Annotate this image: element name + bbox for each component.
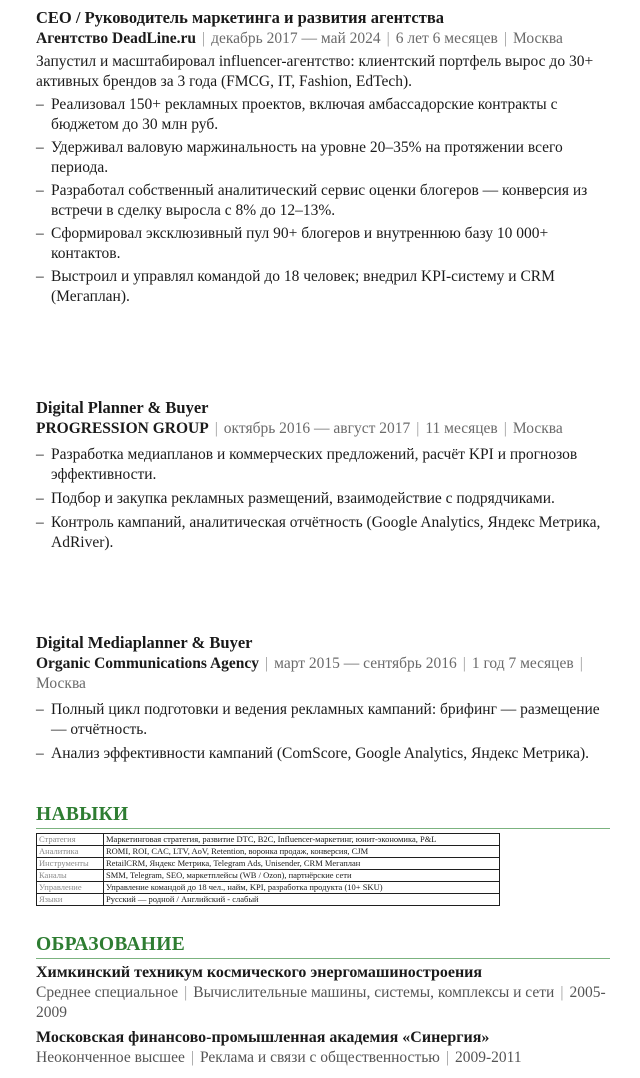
education-years: 2009-2011 [454,1049,522,1066]
table-row [37,894,500,906]
list-item: – Анализ эффективности кампаний (ComScore, Google Analytics, Яндекс Метрика). [36,744,610,764]
separator: | [265,655,269,672]
education-section [36,933,610,1068]
section-title: НАВЫКИ [36,803,610,829]
skill-category: Инструменты [37,858,104,870]
skill-category: Языки [37,894,104,906]
education-years: 2005-2009 [36,984,606,1021]
separator: | [503,30,507,47]
job-meta [36,419,610,439]
separator: | [214,420,218,437]
skills-section [36,803,610,906]
job-period: октябрь 2016 — август 2017 [223,420,411,437]
list-item: – Удерживал валовую маржинальность на уровне 20–35% на протяжении всего периода. [36,138,610,178]
skill-category: Аналитика [37,846,104,858]
job-bullets [36,700,610,764]
job-meta [36,29,610,49]
job-company: PROGRESSION GROUP [36,420,209,437]
separator: | [462,655,466,672]
job-company: Агентство DeadLine.ru [36,30,196,47]
skills-table [36,833,500,906]
table-row [37,870,500,882]
job-period: декабрь 2017 — май 2024 [211,30,381,47]
job-bullets [36,95,610,307]
education-level: Среднее специальное [36,984,179,1001]
separator: | [190,1049,194,1066]
skill-category: Стратегия [37,834,104,846]
education-school: Московская финансово-промышленная академия «Синергия» [36,1029,490,1046]
skill-category: Управление [37,882,104,894]
separator: | [560,984,564,1001]
job-entry [36,7,610,307]
job-summary: Запустил и масштабировал influencer-агентство: клиентский портфель вырос до 30+ активных брендов за 3 года (FMCG, IT, Fashion, EdTech). [36,53,594,90]
list-item: – Разработка медиапланов и коммерческих предложений, расчёт KPI и прогнозов эффективности. [36,445,610,485]
skill-value: RetailCRM, Яндекс Метрика, Telegram Ads, Unisender, CRM Мегаплан [104,858,500,870]
skill-value: Русский — родной / Английский - слабый [104,894,500,906]
table-row [37,858,500,870]
table-row [37,882,500,894]
section-title: ОБРАЗОВАНИЕ [36,933,610,959]
job-title: Digital Planner & Buyer [36,398,209,417]
education-field: Реклама и связи с общественностью [200,1049,440,1066]
job-bullets [36,445,610,553]
job-location: Москва [512,30,563,47]
education-entry [36,962,610,1023]
skill-value: Маркетинговая стратегия, развитие DTC, B2C, Influencer-маркетинг, юнит-экономика, P&L [104,834,500,846]
job-entry [36,397,610,553]
list-item: – Выстроил и управлял командой до 18 человек; внедрил KPI-систему и CRM (Мегаплан). [36,267,610,307]
separator: | [202,30,206,47]
job-title: CEO / Руководитель маркетинга и развития агентства [36,8,444,27]
job-company: Organic Communications Agency [36,655,260,672]
education-meta [36,1048,610,1068]
skill-value: ROMI, ROI, CAC, LTV, AoV, Retention, воронка продаж, конверсия, CJM [104,846,500,858]
list-item: – Сформировал эксклюзивный пул 90+ блогеров и внутреннюю базу 10 000+ контактов. [36,224,610,264]
skill-value: SMM, Telegram, SEO, маркетплейсы (WB / Ozon), партнёрские сети [104,870,500,882]
job-entry [36,632,610,764]
job-duration: 1 год 7 месяцев [471,655,574,672]
job-location: Москва [36,675,86,692]
education-entry [36,1027,610,1068]
separator: | [579,655,583,672]
list-item: – Разработал собственный аналитический сервис оценки блогеров — конверсия из встречи в сделку выросла с 8% до 12–13%. [36,181,610,221]
job-duration: 11 месяцев [425,420,498,437]
education-school: Химкинский техникум космического энергомашиностроения [36,964,483,981]
separator: | [445,1049,449,1066]
skill-value: Управление командой до 18 чел., найм, KPI, разработка продукта (10+ SKU) [104,882,500,894]
separator: | [386,30,390,47]
education-field: Вычислительные машины, системы, комплексы и сети [193,984,555,1001]
table-row [37,846,500,858]
list-item: – Подбор и закупка рекламных размещений, взаимодействие с подрядчиками. [36,489,610,509]
list-item: – Полный цикл подготовки и ведения рекламных кампаний: брифинг — размещение — отчётность. [36,700,610,740]
job-duration: 6 лет 6 месяцев [395,30,498,47]
job-location: Москва [512,420,563,437]
job-period: март 2015 — сентябрь 2016 [274,655,457,672]
separator: | [416,420,420,437]
education-meta [36,983,610,1023]
separator: | [503,420,507,437]
education-level: Неоконченное высшее [36,1049,185,1066]
list-item: – Реализовал 150+ рекламных проектов, включая амбассадорские контракты с бюджетом до 30 млн руб. [36,95,610,135]
separator: | [184,984,188,1001]
skill-category: Каналы [37,870,104,882]
job-title: Digital Mediaplanner & Buyer [36,633,253,652]
list-item: – Контроль кампаний, аналитическая отчётность (Google Analytics, Яндекс Метрика, AdRiver). [36,513,610,553]
job-meta [36,654,610,694]
table-row [37,834,500,846]
